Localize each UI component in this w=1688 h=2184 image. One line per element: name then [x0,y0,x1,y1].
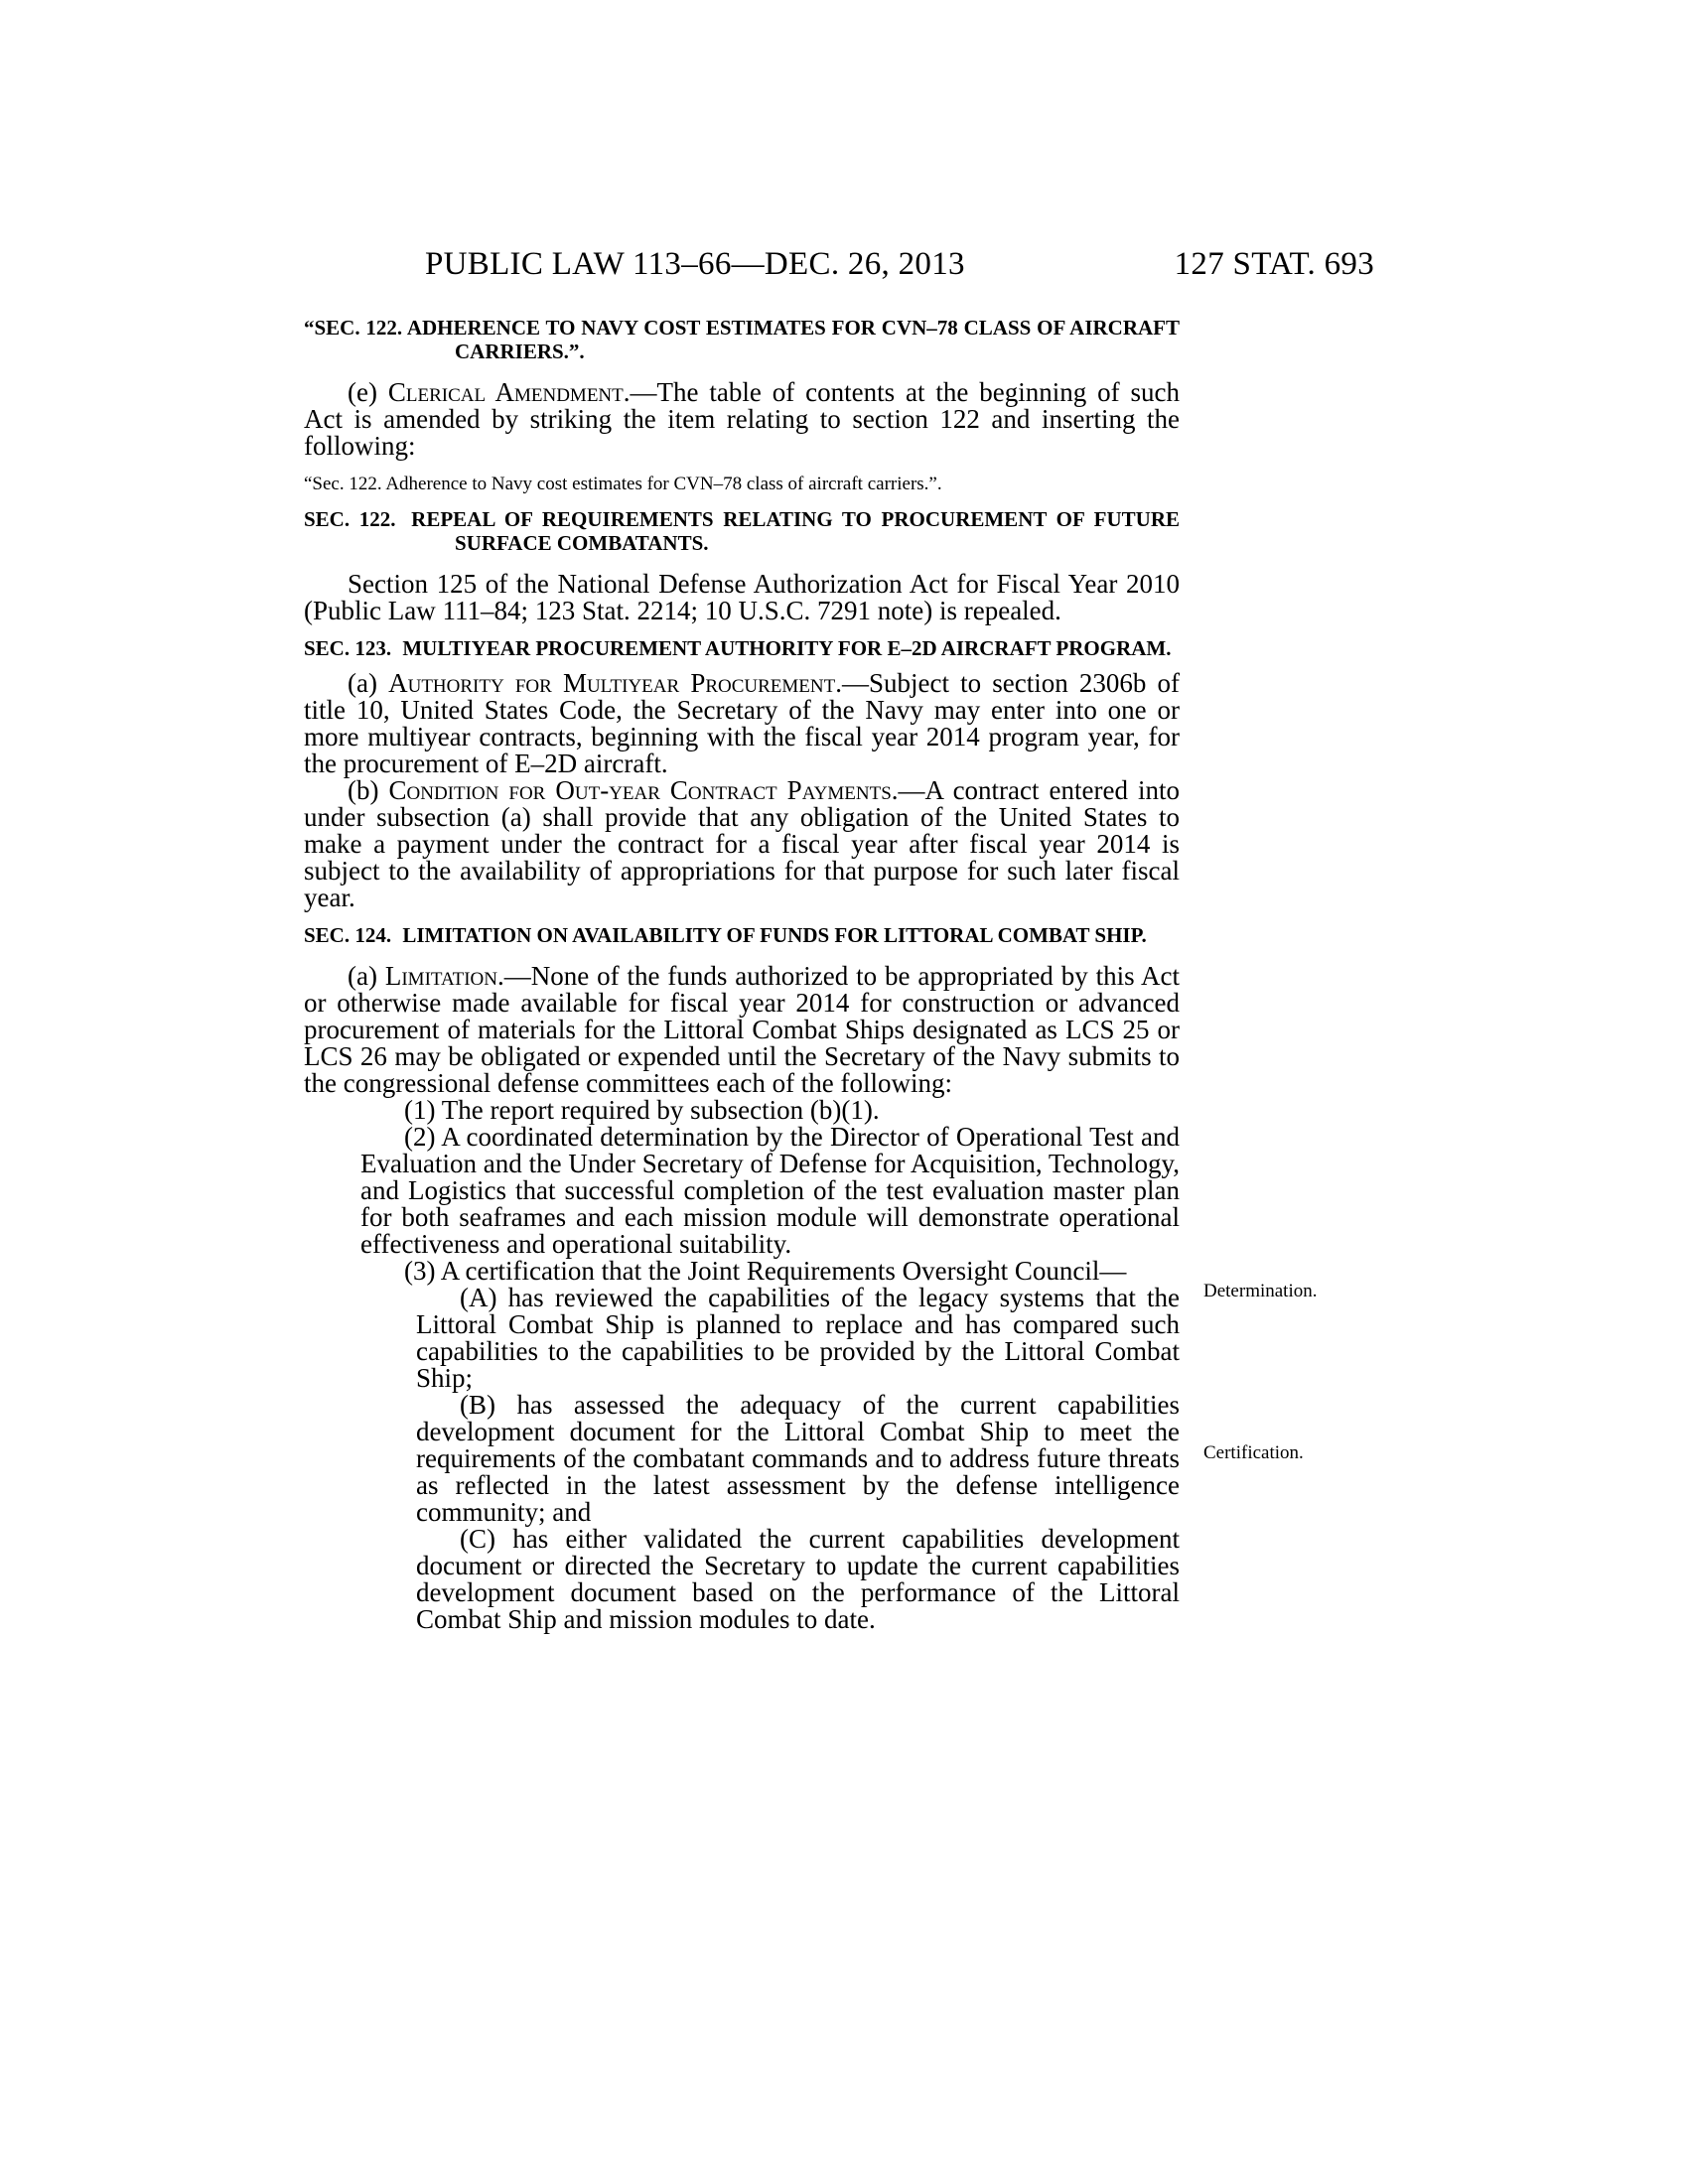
toc-entry: “Sec. 122. Adherence to Navy cost estimates for CVN–78 class of aircraft carriers.”. [304,474,942,494]
quoted-section-heading: “SEC. 122. ADHERENCE TO NAVY COST ESTIMATES FOR CVN–78 CLASS OF AIRCRAFT CARRIERS.”. [304,316,1180,363]
section-122-heading: SEC. 122. REPEAL OF REQUIREMENTS RELATING TO PROCUREMENT OF FUTURE SURFACE COMBATANTS. [304,507,1180,555]
section-124-heading: SEC. 124. LIMITATION ON AVAILABILITY OF FUNDS FOR LITTORAL COMBAT SHIP. [304,923,1147,947]
main-text-column [304,316,1180,1633]
section-124-item-3: (3) A certification that the Joint Requirements Oversight Council— [404,1256,1127,1286]
running-header [304,246,1374,286]
section-123-subsection-a: (a) Authority for Multiyear Procurement.—Subject to section 2306b of title 10, United States Code, the Secretary of the Navy may enter into one or more multiyear contracts, beginning with the fiscal year 2014 program year, for the procurement of E–2D aircraft. [304,668,1180,778]
clerical-amendment-paragraph: (e) Clerical Amendment.—The table of contents at the beginning of such Act is amended by striking the item relating to section 122 and inserting the following: [304,377,1181,461]
section-123-heading: SEC. 123. MULTIYEAR PROCUREMENT AUTHORITY FOR E–2D AIRCRAFT PROGRAM. [304,636,1172,660]
section-124-subitem-b: (B) has assessed the adequacy of the current capabilities development document for the Littoral Combat Ship to meet the requirements of the combatant commands and to address future threats as reflected in the latest assessment by the defense intelligence community; and [416,1390,1180,1527]
clerical-amendment-label: Clerical Amendment [387,377,624,407]
section-122-body: Section 125 of the National Defense Authorization Act for Fiscal Year 2010 (Public Law 111–84; 123 Stat. 2214; 10 U.S.C. 7291 note) is repealed. [304,569,1180,625]
section-124-subitem-a: (A) has reviewed the capabilities of the legacy systems that the Littoral Combat Ship is planned to replace and has compared such capabilities to the capabilities to be provided by the Littoral Combat Ship; [416,1283,1180,1393]
section-124-item-2: (2) A coordinated determination by the Director of Operational Test and Evaluation and the Under Secretary of Defense for Acquisition, Technology, and Logistics that successful completion of the test evaluation master plan for both seaframes and each mission module will demonstrate operational effectiveness and operational suitability. [360,1122,1180,1259]
section-124-subitem-c: (C) has either validated the current capabilities development document or directed the Secretary to update the current capabilities development document based on the performance of the Littoral Combat Ship and mission modules to date. [416,1524,1180,1634]
margin-note-determination: Determination. [1203,1281,1318,1301]
section-124-subsection-a: (a) Limitation.—None of the funds authorized to be appropriated by this Act or otherwise made available for fiscal year 2014 for construction or advanced procurement of materials for the Littoral Combat Ships designated as LCS 25 or LCS 26 may be obligated or expended until the Secretary of the Navy submits to the congressional defense committees each of the following: [304,961,1180,1098]
section-124-item-1: (1) The report required by subsection (b)(1). [404,1095,880,1125]
stat-page-reference: 127 STAT. 693 [1174,246,1374,282]
section-123-subsection-b: (b) Condition for Out-year Contract Payments.—A contract entered into under subsection (a) shall provide that any obligation of the United States to make a payment under the contract for a fiscal year after fiscal year 2014 is subject to the availability of appropriations for that purpose for such later fiscal year. [304,775,1181,912]
margin-note-certification: Certification. [1203,1442,1304,1463]
header-title: PUBLIC LAW 113–66—DEC. 26, 2013 [425,246,965,282]
